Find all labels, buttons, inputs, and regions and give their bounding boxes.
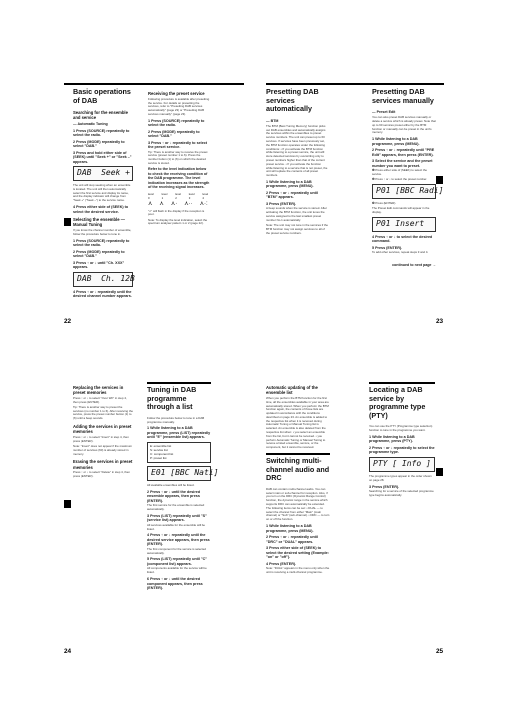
page24-column-1: [73, 382, 133, 597]
page23-top-rule: [266, 83, 444, 85]
step-4: 4 Press (ENTER).: [266, 561, 297, 566]
step-1: 1 While listening to a DAB programme, press (LIST) repeatedly until "E" (ensemble list) appears.: [147, 426, 211, 440]
legend-item: E: ensemble list: [150, 444, 172, 449]
page23-column-1: [266, 88, 328, 303]
step-2: 2 Press ↑ or ↓ repeatedly until "DRC" or "DUAL" appears.: [266, 535, 318, 544]
lcd-text: PTY [ Info ]: [373, 458, 431, 468]
subheading: — BTM: [266, 118, 279, 123]
level-label: level 0: [148, 191, 154, 201]
step-1: 1 While listening to a DAB programme, press (MENU).: [266, 524, 314, 533]
body-text: The first service for the ensemble is selected automatically.: [147, 503, 205, 511]
section-heading: Replacing the services in preset memories: [73, 385, 124, 396]
page23-column-2: [372, 87, 444, 303]
page-number: 24: [64, 648, 72, 655]
body-text: If you know the channel number of ensemble, follow the procedure below to tune in.: [73, 227, 132, 236]
section-rule: [369, 382, 435, 384]
section-heading: Searching for the ensemble and service: [73, 110, 128, 121]
lcd-display: [372, 217, 436, 232]
lcd-display: [73, 272, 133, 287]
body-text: A beep sounds when the service is stored. After activating the BTM function, the unit tunes the service assigned to the last smallest preset number No.1 automatically.: [266, 206, 327, 222]
page22-column-2: [148, 88, 210, 303]
continued-label: continued to next page →: [392, 263, 436, 268]
step-4: 4 Press ↑ or ↓ to select the desired command.: [372, 234, 433, 244]
lcd-display: [147, 466, 219, 481]
step-4: 4 Press either side of (SEEK) to select the desired service.: [73, 205, 129, 214]
step-3: 3 Press (LIST) repeatedly until "S" (service list) appears.: [147, 513, 207, 523]
step-2: 2 Press ↑ or ↓ repeatedly to select the programme type.: [369, 445, 435, 455]
level-label: level 4: [202, 191, 209, 201]
step-2: 2 Press (MODE) repeatedly to select "DAB.": [148, 129, 200, 139]
step-1: 1 While listening to a DAB programme, press (MENU).: [266, 179, 314, 189]
section-heading: Erasing the services in preset memories: [73, 459, 133, 470]
step-3: 3 Press ↑ or ↓ until "Ch. XXX" appears.: [73, 260, 125, 270]
step-2: 2 Press (MODE) repeatedly to select "DAB.": [73, 139, 125, 149]
body-text: All available ensembles will be listed.: [147, 482, 195, 487]
section-heading: Receiving the preset service: [148, 91, 205, 96]
page25-column-1: [266, 382, 330, 597]
lcd-text: E01 [BBC Nati]: [151, 467, 219, 477]
step-3: 3 Press (ENTER).: [266, 201, 297, 206]
antenna-icon: ⋏: [159, 201, 164, 208]
step-3: 3 Press either side of (SEEK) to select the desired setting (Example: "on" or "off").: [266, 546, 329, 560]
step-2: 2 Press ↑ or ↓ repeatedly until "PRE Edit" appears, then press (ENTER).: [372, 148, 435, 157]
page25-edge-tab: [436, 468, 443, 476]
body-text: The Preset Edit commands will appear in the display.: [372, 206, 430, 214]
lcd-text: P01 [BBC Radi]: [376, 185, 444, 195]
legend-item: S: service list: [150, 448, 168, 453]
step-5: 5 Press (ENTER).: [372, 245, 403, 250]
lcd-display: [372, 184, 444, 199]
antenna-icon: ⋏·: [170, 201, 178, 208]
step-1: 1 Press (SOURCE) repeatedly to select the radio.: [148, 118, 205, 128]
section-heading: Adding the services in preset memories: [73, 424, 132, 435]
antenna-icon: ⋏·:: [199, 201, 208, 208]
step-1: 1 While listening to a DAB programme, press (MENU).: [372, 137, 420, 146]
section-title: Locating a DAB service by programme type (PTY): [369, 385, 426, 420]
step-2: 2 Press ↑ or ↓ repeatedly until "BTM" appears.: [266, 190, 318, 200]
page-number: 23: [436, 318, 444, 325]
body-text: Press ↑ or ↓ to select "Over Wrt" in step 4, then press (ENTER).: [73, 395, 127, 404]
page22-top-rule: [64, 83, 244, 85]
note-text: Note: "DUAL" appears in the menu only when the unit is receiving a multi-channel programme.: [266, 566, 330, 574]
level-label: level 1: [161, 191, 168, 201]
legend-item: C: component list: [150, 452, 174, 457]
substep: ❷ Press ↑ or ↓ to select the preset number.: [372, 177, 428, 182]
subheading: — Preset Edit: [372, 110, 396, 115]
step-4: 4 Press ↑ or ↓ repeatedly until the desired service appears, then press (ENTER).: [147, 533, 210, 547]
body-text: To add other services, repeat steps 3 and 4.: [372, 250, 429, 255]
page23-edge-tab: [436, 176, 443, 184]
antenna-icon: ⋏: [148, 201, 153, 208]
body-text: All services available for the ensemble will be listed.: [147, 522, 206, 531]
body-text: Follow the procedure below to tune in a DAB programme manually.: [147, 415, 205, 424]
section-heading: Selecting the ensemble — Manual Tuning: [73, 217, 125, 228]
page25-column-2: [369, 382, 435, 597]
body-text: The programme types appear in the order shown on page 28.: [369, 473, 432, 482]
section-title: Switching multi-channel audio and DRC: [266, 456, 330, 483]
body-text: The first component for the service is selected automatically.: [147, 546, 206, 555]
substep: ❶ Press either side of (SEEK) to select the service.: [372, 168, 427, 176]
step-6: 6 Press ↑ or ↓ until the desired component appears, then press (ENTER).: [147, 577, 203, 591]
step-3: 3 Press (ENTER).: [369, 484, 400, 489]
section-title: Presetting DAB services automatically: [266, 87, 319, 114]
body-text: The unit will stop seeking when an ensemble is located. The unit will then automatically select the first service and display its name, and the display indicator will change from "Seek +" ("Seek –") to the service name.: [73, 183, 131, 203]
level-heading: Refer to the level indication below to check the receiving condition of the DAB programme. The level indication increases as the strength of the receiving signal increases.: [148, 167, 210, 190]
body-text: Searching for a service of the selected programme type begins automatically.: [369, 489, 434, 497]
level-label: level 2: [175, 191, 181, 201]
body-text: When you perform the BTM function for the first time, all the ensembles available in your area are automatically stored. When you perform the BTM function again, the contents of those lists are updated in accordance with the conditions described on page 23. An ensemble is added to the respective list when it is received during Automatic Tuning or Manual Tuning list is selected. An ensemble is also deleted from the respective list when: • you select an ensemble from the list, but it cannot be received. • you perform Automatic Tuning or Manual Tuning to receive a listed ensemble, service, or the component, but it cannot be received.: [266, 395, 329, 450]
page22-column-1: [73, 88, 133, 303]
body-text: Following procedure is available after presetting the service. For details on presetting the services, refer to "Presetting DAB services automatically" (page 23) or "Presetting DAB services manually" (page 23).: [148, 96, 210, 116]
lcd-text: DAB Seek +: [77, 168, 130, 178]
tip-text: Tip: There is another way to preset the services (no number 1 to 6). After receiving the service, press the preset number button (1) to (6) until a beep sounds.: [73, 404, 133, 421]
section-heading: Automatic updating of the ensemble list: [266, 385, 318, 396]
body-text: "⋏" will flash in the display if the reception is poor.: [148, 208, 205, 217]
list-legend-box: [147, 442, 211, 463]
note-text: Note: "Insert" does not appear if the maximum number of services (60) is already stored in memory.: [73, 443, 133, 456]
page-number: 22: [64, 318, 72, 325]
lcd-text: P01 Insert: [376, 218, 425, 228]
page24-column-2: [147, 382, 219, 597]
antenna-icon: ⋏··: [184, 201, 193, 208]
step-2: 2 Press ↑ or ↓ until the desired ensemble appears, then press (ENTER).: [147, 489, 201, 503]
note-text: Note: The unit may not tune in the services if the BTM function may not assign services to all of the preset service numbers.: [266, 223, 328, 235]
section-rule: [266, 453, 330, 455]
level-labels: [148, 192, 210, 201]
step-1: 1 Press (SOURCE) repeatedly to select the radio.: [73, 128, 130, 138]
step-2: 2 Press (MODE) repeatedly to select "DAB.": [73, 249, 125, 259]
body-text: Press ↑ or ↓ to select "Delete" in step 4, then press (ENTER).: [73, 470, 131, 479]
step-5: 5 Press (LIST) repeatedly until "C" (component list) appears.: [147, 557, 208, 566]
step-1: 1 Press (SOURCE) repeatedly to select the radio.: [73, 238, 130, 248]
step-3: 3 Press ↑ or ↓ repeatedly to select the preset service.: [148, 140, 208, 150]
step-3: 3 Press and hold either side of (SEEK) until "Seek +" or "Seek –" appears.: [73, 150, 132, 164]
body-text: You can use the PTY (Programme type selection) function to tune in the programme you want.: [369, 424, 433, 433]
body-text: All components available for the service will be listed.: [147, 566, 207, 575]
section-rule: [147, 382, 211, 384]
tip-text: Tip: There is another way to receive the preset service (preset number 1 to 6). Press the number button (1) to (6) on which the desired service is stored.: [148, 149, 208, 166]
level-label: level 3: [188, 191, 195, 201]
body-text: You can also preset DAB services manually or delete a service which is already preset. Note that up to 60 services preset either by the BTM function or manually can be preset in the unit's memory.: [372, 115, 436, 135]
section-title: Tuning in DAB programme through a list: [147, 385, 197, 412]
legend-item: P: preset list: [150, 456, 167, 461]
step-4: 4 Press ↑ or ↓ repeatedly until the desired channel number appears.: [73, 289, 132, 299]
lcd-display: [369, 457, 435, 472]
body-text: DAB can contain multi-channel audio. You can select main or sub-channel for reception. Also, if you turn on the DRC (Dynamic Range Control) function, the dynamic range in the service which supports DRC can automatically be extended. The following items can be set: • DUAL — to select the channel from either "Main" (main channel) or "Sub" (sub-channel). • DRC — to turn on or off the function.: [266, 486, 330, 522]
page-number: 25: [436, 648, 444, 655]
page24-edge-tab: [64, 500, 71, 508]
page22-edge-tab: [64, 218, 71, 226]
step-1: 1 While listening to a DAB programme, press (PTY).: [369, 434, 415, 444]
lcd-display: [73, 166, 133, 181]
lcd-text: DAB Ch. 12B: [77, 273, 135, 283]
note-text: Note: To display the level indication, select the spectrum analyser pattern 1 or 2 (page 22).: [148, 217, 208, 226]
signal-level-icons: [148, 202, 210, 206]
step-3: 3 Select the service and the preset number you want to preset.: [372, 159, 433, 168]
body-text: Press ↑ or ↓ to select "Insert" in step 4, then press (ENTER).: [73, 434, 129, 443]
body-text: The BTM (Best Tuning Memory) function picks out DAB ensembles and automatically assigns the services within the ensembles to preset service numbers. The unit can preset up to 60 services. If services have been previously set, the BTM function operates under the following conditions: • If you activate the BTM function while listening to a preset service, the unit will store detected services by overwriting only to preset numbers higher than that of the current preset service. • If you activate the function while listening to a service that is not preset, the unit will replace the contents of all preset numbers.: [266, 123, 328, 178]
subheading: — Automatic Tuning: [73, 122, 108, 127]
section-title: Presetting DAB services manually: [372, 87, 434, 105]
page-title: Basic operations of DAB: [73, 87, 131, 105]
substep: ❸ Press (ENTER).: [372, 200, 397, 205]
